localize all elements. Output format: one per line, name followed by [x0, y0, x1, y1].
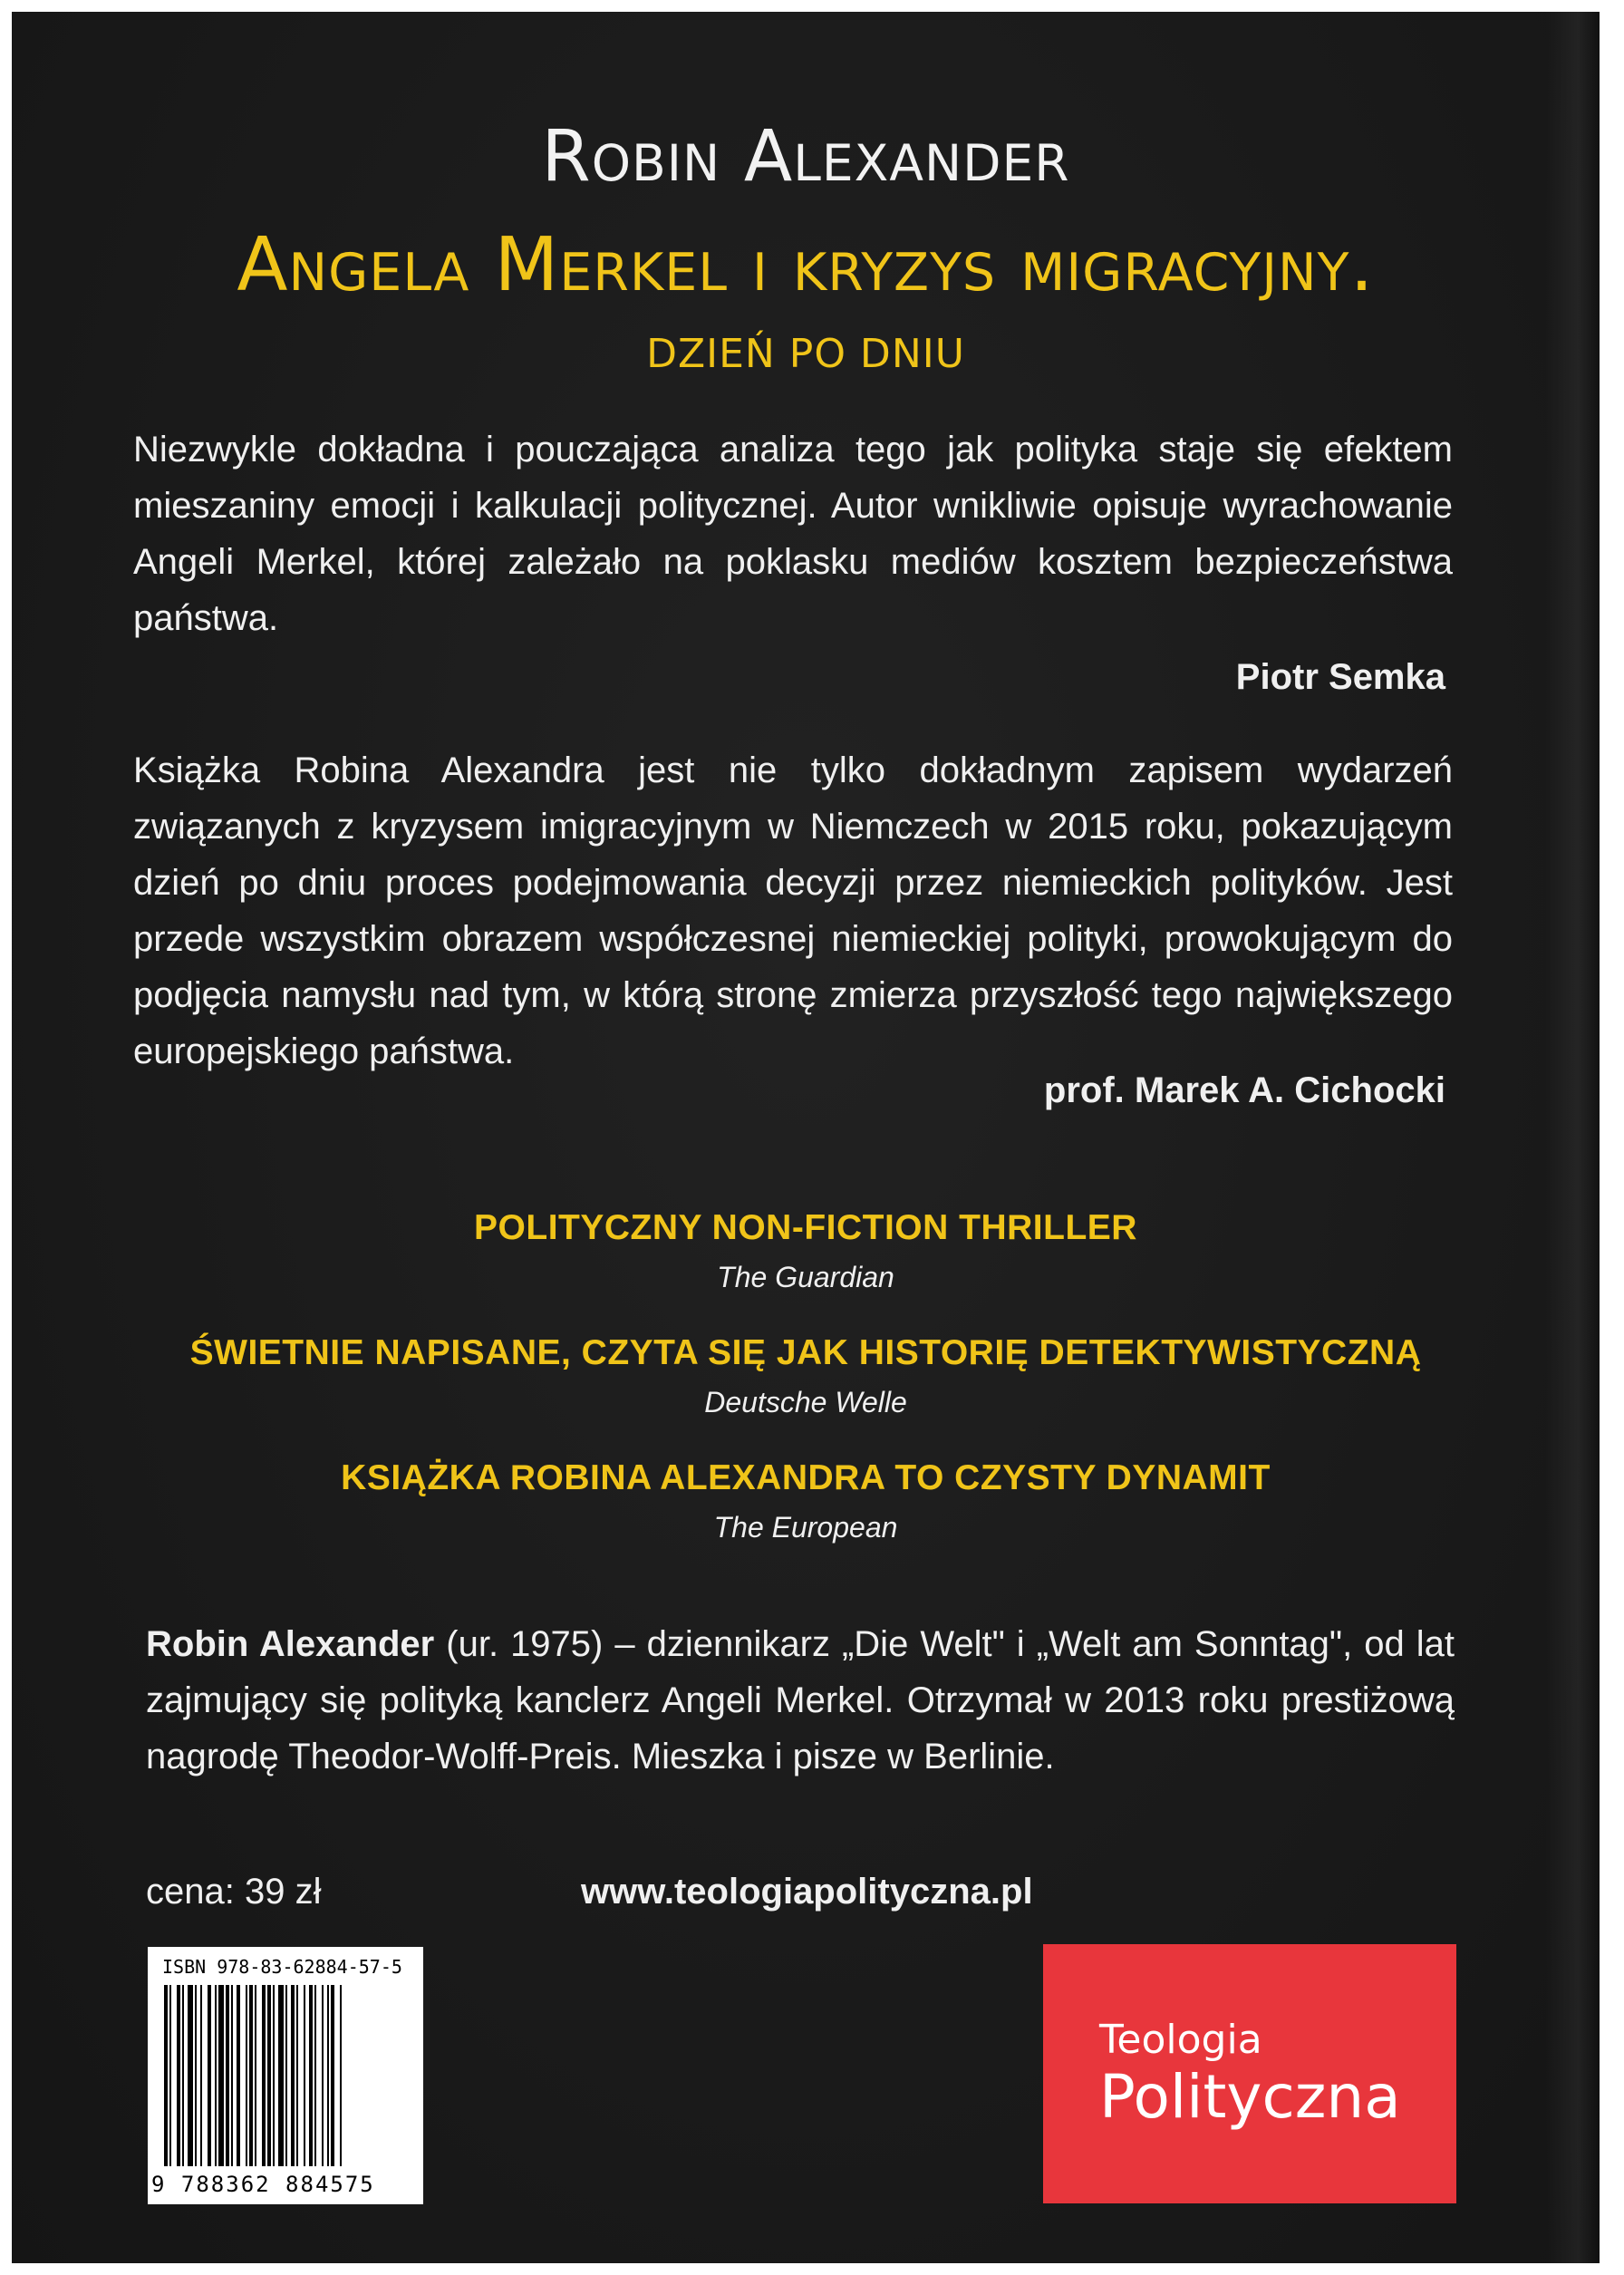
review-text-1: Niezwykle dokładna i pouczająca analiza tego jak polityka staje się efektem mieszaniny emocji i kalkulacji politycznej. Autor wnikliwie opisuje wyrachowanie Angeli Merkel, której zależało na poklasku mediów kosztem bezpieczeństwa państwa.: [133, 430, 1453, 638]
barcode-bar: [273, 1985, 275, 2166]
price: cena: 39 zł: [146, 1872, 322, 1912]
publisher-url: www.teologiapolityczna.pl: [581, 1872, 1033, 1912]
barcode-bar: [291, 1985, 295, 2166]
review-author-2: prof. Marek A. Cichocki: [1043, 1070, 1445, 1110]
barcode-bar: [267, 1985, 271, 2166]
barcode-bar: [314, 1985, 316, 2166]
press-quote-2: [12, 1333, 1600, 1419]
author-bio-name: Robin Alexander: [146, 1624, 435, 1664]
barcode-bar: [182, 1985, 184, 2166]
ean-digits: 9 788362 884575: [151, 2172, 375, 2197]
barcode-bar: [304, 1985, 305, 2166]
press-quote-1: [12, 1208, 1600, 1294]
logo-line-2: Polityczna: [1099, 2062, 1401, 2132]
logo-line-1: Teologia: [1099, 2017, 1262, 2063]
isbn-barcode: [148, 1947, 423, 2204]
barcode-bar: [218, 1985, 224, 2166]
barcode-bar: [215, 1985, 217, 2166]
book-title: Angela Merkel i kryzys migracyjny.: [237, 222, 1375, 308]
barcode-bar: [237, 1985, 240, 2166]
barcode-bar: [164, 1985, 168, 2166]
barcode-bar: [340, 1985, 342, 2166]
press-quote-source: The European: [713, 1511, 898, 1544]
barcode-bar: [296, 1985, 298, 2166]
book-subtitle: DZIEŃ PO DNIU: [646, 331, 965, 377]
barcode-bar: [226, 1985, 229, 2166]
barcode-bar: [246, 1985, 247, 2166]
barcode-bar: [249, 1985, 253, 2166]
review-text-2: Książka Robina Alexandra jest nie tylko dokładnym zapisem wydarzeń związanych z kryzysem imigracyjnym w Niemczech w 2015 roku, pokazującym dzień po dniu proces podejmowania decyzji przez niemieckich polityków. Jest przede wszystkim obrazem współczesnej niemieckiej polityki, prowokującym do podjęcia namysłu nad tym, w którą stronę zmierza przyszłość tego największego europejskiego państwa.: [133, 750, 1453, 1071]
isbn-label: ISBN 978-83-62884-57-5: [162, 1956, 402, 1978]
barcode-bar: [200, 1985, 202, 2166]
barcode-bar: [262, 1985, 266, 2166]
barcode-bar: [231, 1985, 233, 2166]
author-bio-text: (ur. 1975) – dziennikarz „Die Welt" i „Welt am Sonntag", od lat zajmujący się polityką kanclerz Angeli Merkel. Otrzymał w 2013 roku prestiżową nagrodę Theodor-Wolff-Preis. Mieszka i pisze w Berlinie.: [146, 1624, 1455, 1776]
barcode-bar: [327, 1985, 329, 2166]
barcode-bar: [255, 1985, 256, 2166]
barcode-bar: [169, 1985, 171, 2166]
cover-author: Robin Alexander: [541, 116, 1070, 198]
barcode-bar: [188, 1985, 193, 2166]
barcode-bar: [322, 1985, 324, 2166]
barcode-bars-icon: [164, 1985, 407, 2166]
barcode-bar: [195, 1985, 197, 2166]
barcode-bar: [177, 1985, 180, 2166]
barcode-bar: [309, 1985, 313, 2166]
publisher-logo: [1043, 1944, 1456, 2203]
review-author-1: Piotr Semka: [1235, 657, 1445, 697]
barcode-bar: [331, 1985, 334, 2166]
press-quote-source: The Guardian: [717, 1261, 894, 1293]
press-quote-text: KSIĄŻKA ROBINA ALEXANDRA TO CZYSTY DYNAMIT: [341, 1458, 1271, 1497]
press-quote-3: [12, 1458, 1600, 1544]
barcode-bar: [285, 1985, 287, 2166]
book-back-cover: [12, 12, 1600, 2263]
barcode-bar: [278, 1985, 284, 2166]
author-bio: [146, 1616, 1455, 1785]
press-quote-text: ŚWIETNIE NAPISANE, CZYTA SIĘ JAK HISTORIĘ DETEKTYWISTYCZNĄ: [189, 1333, 1422, 1372]
press-quote-text: POLITYCZNY NON-FICTION THRILLER: [474, 1208, 1137, 1247]
barcode-bar: [208, 1985, 211, 2166]
press-quote-source: Deutsche Welle: [704, 1386, 907, 1418]
